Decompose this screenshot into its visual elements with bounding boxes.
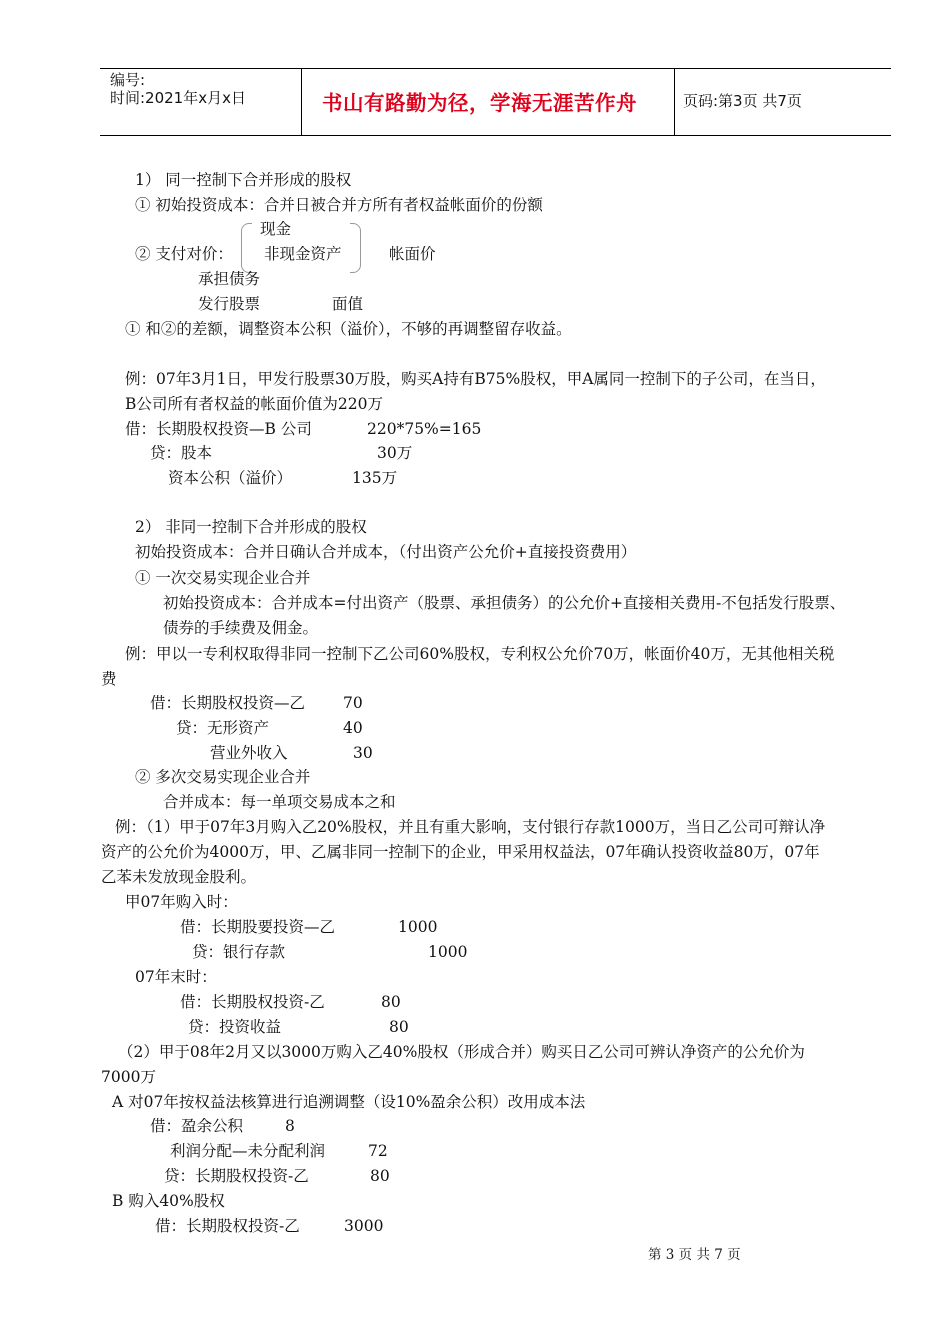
entry-line: 借：长期股权投资-乙 [155,1217,300,1235]
text-line: 甲07年购入时： [125,893,238,911]
text-line: 非现金资产 [264,245,342,263]
example-line: 资产的公允价为4000万，甲、乙属非同一控制下的企业，甲采用权益法，07年确认投资收益80万，07年 [101,843,820,861]
entry-line: 借：长期股权投资-乙 [180,993,325,1011]
example-line: （2）甲于08年2月又以3000万购入乙40%股权（形成合并）购买日乙公司可辨认净资产的公允价为 [118,1043,805,1061]
header-top-rule [100,68,891,69]
text-line: 现金 [260,220,292,238]
entry-amount: 3000 [344,1217,384,1235]
entry-amount: 40 [343,719,363,737]
entry-line: 借：长期股要投资—乙 [180,918,336,936]
entry-line: 贷：银行存款 [192,943,286,961]
right-brace [350,223,361,273]
text-line: ① 和②的差额，调整资本公积（溢价），不够的再调整留存收益。 [125,320,572,338]
text-line: A 对07年按权益法核算进行追溯调整（设10%盈余公积）改用成本法 [112,1093,586,1111]
entry-amount: 30万 [377,444,413,462]
entry-amount: 30 [353,744,373,762]
entry-line: 贷：无形资产 [176,719,270,737]
header-divider-right [674,68,675,136]
text-line: 面值 [332,295,364,313]
text-line: 发行股票 [198,295,261,313]
entry-amount: 1000 [428,943,468,961]
entry-line: 借：长期股权投资—乙 [150,694,306,712]
entry-line: 贷：投资收益 [188,1018,282,1036]
example-line: 例：07年3月1日，甲发行股票30万股，购买A持有B75%股权，甲A属同一控制下的子公司，在当日， [125,370,826,388]
header-divider-left [301,68,302,136]
text-line: ② 多次交易实现企业合并 [135,768,311,786]
entry-amount: 80 [381,993,401,1011]
text-line: ① 初始投资成本：合并日被合并方所有者权益帐面价的份额 [135,196,543,214]
entry-amount: 8 [285,1117,295,1135]
entry-line: 资本公积（溢价） [168,469,293,487]
text-line: ① 一次交易实现企业合并 [135,569,311,587]
example-line: 例：（1）甲于07年3月购入乙20%股权，并且有重大影响，支付银行存款1000万，当日乙公司可辩认净 [115,818,826,836]
text-line: 07年末时： [135,968,217,986]
text-line: 承担债务 [198,270,261,288]
example-line: 例：甲以一专利权取得非同一控制下乙公司60%股权，专利权公允价70万，帐面价40万，无其他相关税 [125,645,835,663]
motto: 书山有路勤为径，学海无涯苦作舟 [322,91,637,115]
text-line: 债券的手续费及佣金。 [163,619,319,637]
entry-amount: 80 [389,1018,409,1036]
text-line: ② 支付对价： [135,245,233,263]
entry-line: 利润分配—未分配利润 [170,1142,326,1160]
entry-line: 借：长期股权投资—B 公司 [125,420,312,438]
text-line: 合并成本：每一单项交易成本之和 [163,793,396,811]
text-line: 初始投资成本：合并成本=付出资产（股票、承担债务）的公允价+直接相关费用-不包括发行股票、 [163,594,846,612]
entry-amount: 135万 [352,469,398,487]
header-bottom-rule [100,135,891,136]
text-line: 帐面价 [389,245,436,263]
example-line: 7000万 [101,1068,156,1086]
entry-amount: 70 [343,694,363,712]
entry-amount: 72 [368,1142,388,1160]
text-line: B 购入40%股权 [112,1192,225,1210]
entry-line: 贷：股本 [150,444,213,462]
serial-label: 编号: [110,71,146,89]
entry-line: 贷：长期股权投资-乙 [164,1167,309,1185]
page-label: 页码:第3页 共7页 [683,92,802,110]
text-line: 初始投资成本：合并日确认合并成本，（付出资产公允价+直接投资费用） [135,543,637,561]
entry-amount: 80 [370,1167,390,1185]
page-footer: 第 3 页 共 7 页 [648,1247,741,1263]
entry-amount: 1000 [398,918,438,936]
time-label: 时间:2021年x月x日 [110,89,246,107]
example-line: 乙苯未发放现金股利。 [101,868,257,886]
section-1-heading: 1） 同一控制下合并形成的股权 [135,171,352,189]
entry-amount: 220*75%=165 [367,420,482,438]
section-2-heading: 2） 非同一控制下合并形成的股权 [135,518,367,536]
example-line: B公司所有者权益的帐面价值为220万 [125,395,383,413]
left-brace [241,223,252,273]
entry-line: 营业外收入 [210,744,288,762]
example-line: 费 [101,670,117,688]
entry-line: 借：盈余公积 [150,1117,244,1135]
